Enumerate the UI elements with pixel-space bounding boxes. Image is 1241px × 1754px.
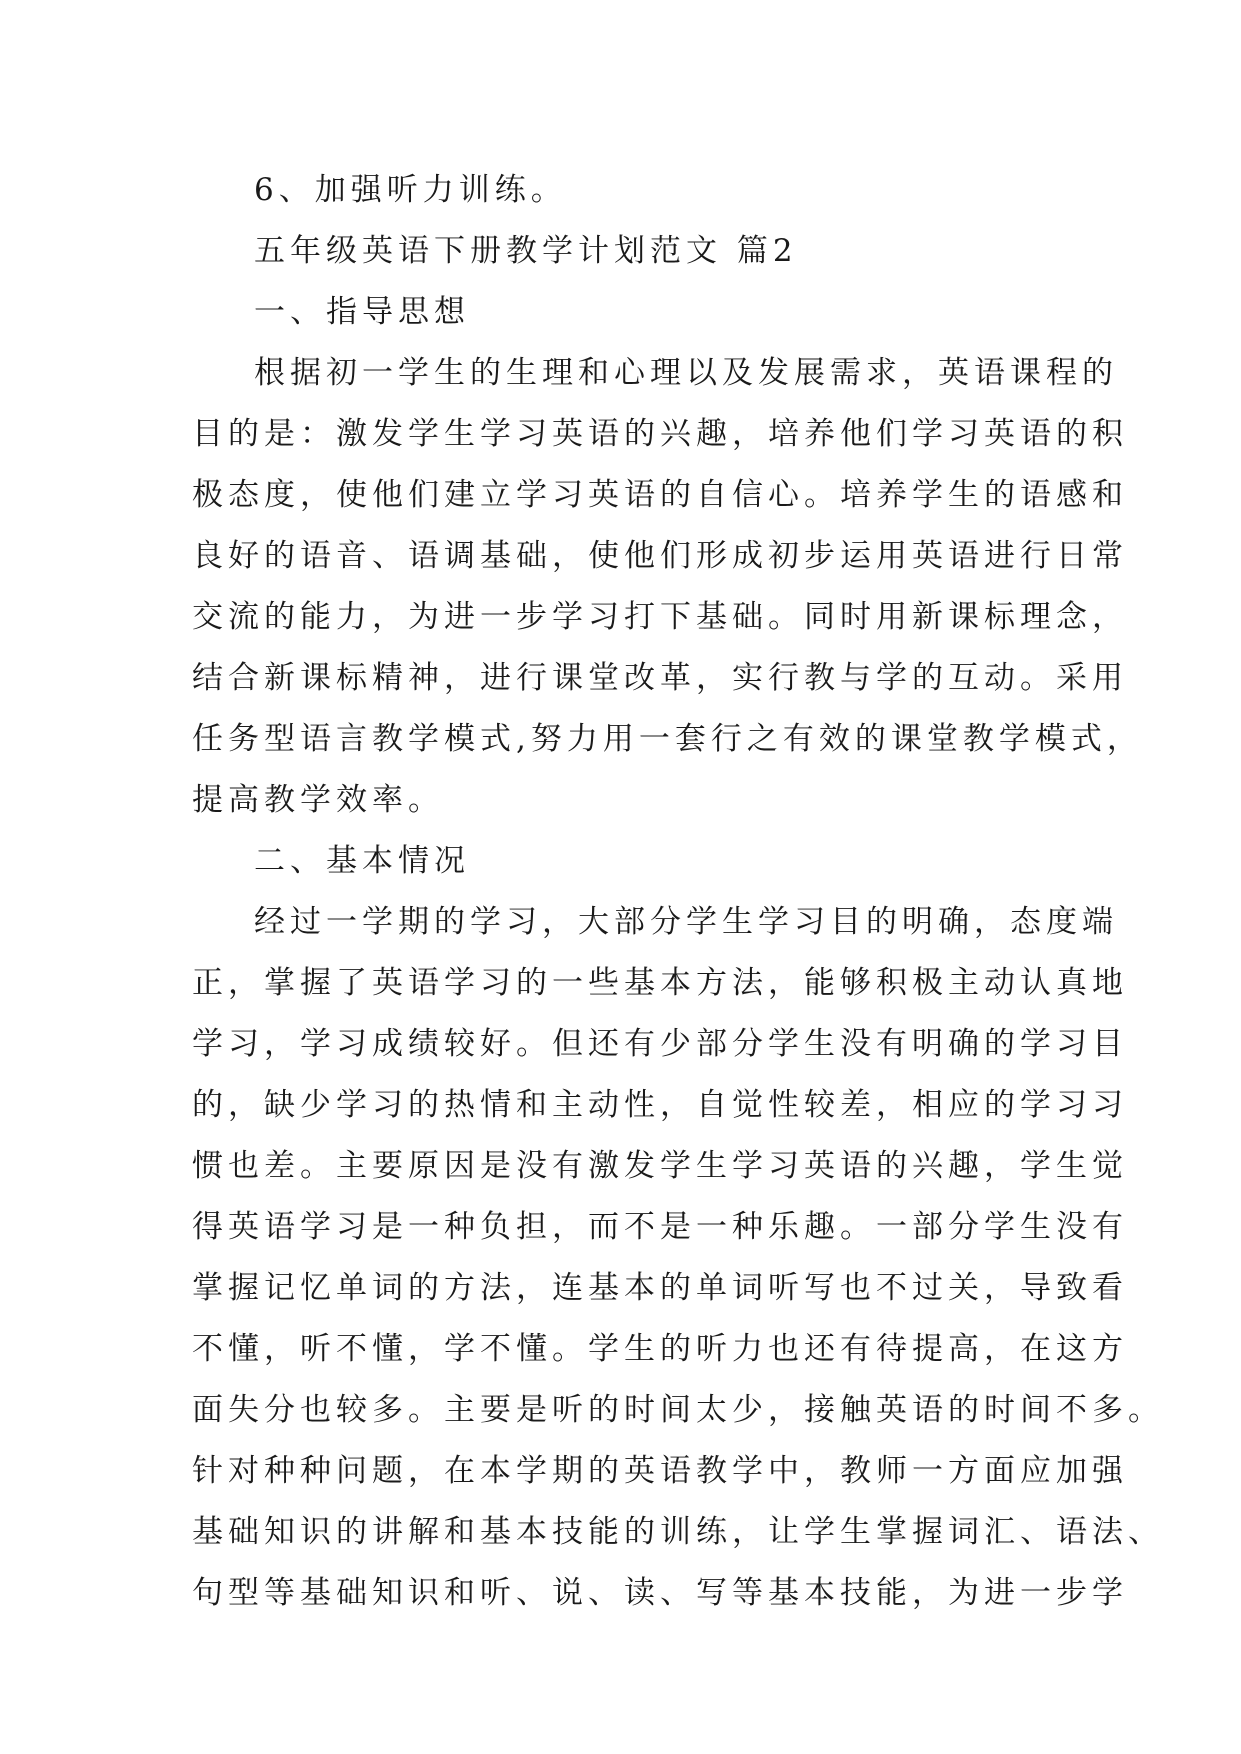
paragraph-line: 结合新课标精神，进行课堂改革，实行教与学的互动。采用 <box>192 660 1128 696</box>
paragraph-line: 提高教学效率。 <box>192 782 444 818</box>
paragraph-line: 根据初一学生的生理和心理以及发展需求，英语课程的 <box>254 355 1118 391</box>
heading-guiding-ideology: 一、指导思想 <box>254 294 470 330</box>
section-title: 五年级英语下册教学计划范文 篇2 <box>254 233 798 269</box>
paragraph-line: 学习，学习成绩较好。但还有少部分学生没有明确的学习目 <box>192 1026 1128 1062</box>
paragraph-line: 句型等基础知识和听、说、读、写等基本技能，为进一步学 <box>192 1575 1128 1611</box>
paragraph-line: 面失分也较多。主要是听的时间太少，接触英语的时间不多。 <box>192 1392 1164 1428</box>
paragraph-line: 交流的能力，为进一步学习打下基础。同时用新课标理念， <box>192 599 1128 635</box>
paragraph-line: 目的是：激发学生学习英语的兴趣，培养他们学习英语的积 <box>192 416 1128 452</box>
paragraph-line: 经过一学期的学习，大部分学生学习目的明确，态度端 <box>254 904 1118 940</box>
list-item: 6、加强听力训练。 <box>254 172 567 208</box>
body-text <box>192 160 1164 1624</box>
paragraph-line: 基础知识的讲解和基本技能的训练，让学生掌握词汇、语法、 <box>192 1514 1164 1550</box>
paragraph-line: 得英语学习是一种负担，而不是一种乐趣。一部分学生没有 <box>192 1209 1128 1245</box>
paragraph-line: 任务型语言教学模式,努力用一套行之有效的课堂教学模式， <box>192 721 1143 757</box>
paragraph-line: 惯也差。主要原因是没有激发学生学习英语的兴趣，学生觉 <box>192 1148 1128 1184</box>
heading-basic-situation: 二、基本情况 <box>254 843 470 879</box>
paragraph-line: 针对种种问题，在本学期的英语教学中，教师一方面应加强 <box>192 1453 1128 1489</box>
paragraph-line: 良好的语音、语调基础，使他们形成初步运用英语进行日常 <box>192 538 1128 574</box>
paragraph-line: 不懂，听不懂，学不懂。学生的听力也还有待提高，在这方 <box>192 1331 1128 1367</box>
paragraph-line: 的，缺少学习的热情和主动性，自觉性较差，相应的学习习 <box>192 1087 1128 1123</box>
paragraph-line: 掌握记忆单词的方法，连基本的单词听写也不过关，导致看 <box>192 1270 1128 1306</box>
paragraph-line: 极态度，使他们建立学习英语的自信心。培养学生的语感和 <box>192 477 1128 513</box>
paragraph-line: 正，掌握了英语学习的一些基本方法，能够积极主动认真地 <box>192 965 1128 1001</box>
